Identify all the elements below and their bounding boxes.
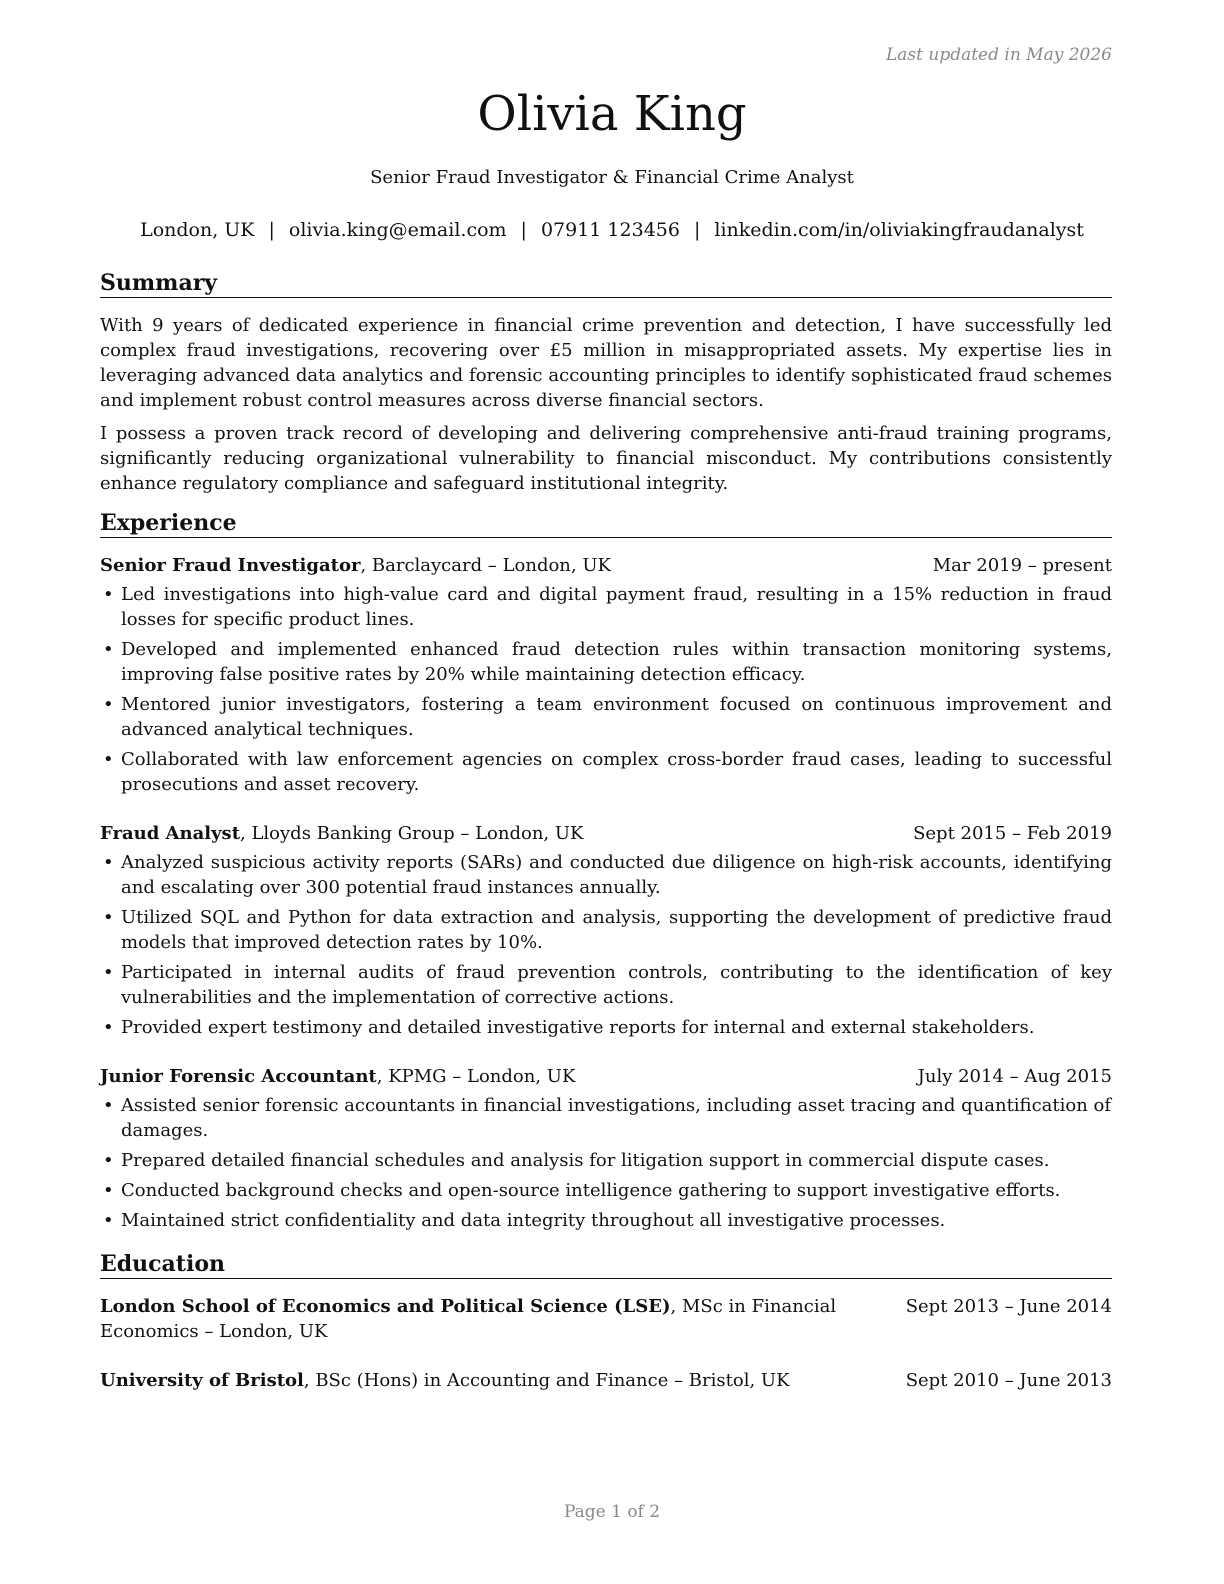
list-item: • Maintained strict confidentiality and data integrity throughout all investigative processes. — [100, 1208, 1112, 1233]
list-item: • Prepared detailed financial schedules and analysis for litigation support in commercial dispute cases. — [100, 1148, 1112, 1173]
summary-paragraph: With 9 years of dedicated experience in financial crime prevention and detection, I have successfully led complex fraud investigations, recovering over £5 million in misappropriated assets. My expertise lies in leveraging advanced data analytics and forensic accounting principles to identify sophisticated fraud schemes and implement robust control measures across diverse financial sectors. — [100, 315, 1112, 411]
job-dates: Sept 2015 – Feb 2019 — [913, 823, 1112, 844]
contact-separator: | — [693, 219, 701, 241]
last-updated-note: Last updated in May 2026 — [885, 45, 1112, 65]
section-heading-experience: Experience — [100, 510, 1112, 538]
job-bullets — [100, 850, 1112, 1040]
education-detail: , MSc in Financial Economics – London, UK — [100, 1296, 837, 1342]
list-item: • Collaborated with law enforcement agencies on complex cross-border fraud cases, leading to successful prosecutions and asset recovery. — [100, 747, 1112, 797]
candidate-name: Olivia King — [477, 86, 747, 142]
job-role: Fraud Analyst — [100, 823, 241, 844]
list-item: • Conducted background checks and open-source intelligence gathering to support investigative efforts. — [100, 1178, 1112, 1203]
education-entry — [100, 1368, 1112, 1393]
job-organization: , KPMG – London, UK — [376, 1066, 576, 1087]
experience-section — [100, 510, 1112, 1233]
list-item: • Analyzed suspicious activity reports (SARs) and conducted due diligence on high-risk accounts, identifying and escalating over 300 potential fraud instances annually. — [100, 850, 1112, 900]
job-entry — [100, 821, 1112, 1040]
resume-content — [100, 270, 1112, 1417]
job-organization: , Barclaycard – London, UK — [360, 555, 611, 576]
job-role: Junior Forensic Accountant — [100, 1066, 377, 1087]
list-item: • Led investigations into high-value card and digital payment fraud, resulting in a 15% reduction in fraud losses for specific product lines. — [100, 582, 1112, 632]
education-detail: , BSc (Hons) in Accounting and Finance – Bristol, UK — [303, 1370, 790, 1391]
job-bullets — [100, 1093, 1112, 1233]
summary-paragraph: I possess a proven track record of developing and delivering comprehensive anti-fraud training programs, significantly reducing organizational vulnerability to financial misconduct. My contributions consistently enhance regulatory compliance and safeguard institutional integrity. — [100, 423, 1112, 494]
job-organization: , Lloyds Banking Group – London, UK — [240, 823, 584, 844]
list-item: • Assisted senior forensic accountants in financial investigations, including asset tracing and quantification of damages. — [100, 1093, 1112, 1143]
list-item: • Mentored junior investigators, fostering a team environment focused on continuous improvement and advanced analytical techniques. — [100, 692, 1112, 742]
education-dates: Sept 2010 – June 2013 — [905, 1370, 1112, 1391]
education-dates: Sept 2013 – June 2014 — [905, 1296, 1112, 1317]
contact-location: London, UK — [140, 219, 255, 241]
education-school: London School of Economics and Political Science (LSE) — [100, 1296, 671, 1317]
list-item: • Provided expert testimony and detailed investigative reports for internal and external stakeholders. — [100, 1015, 1112, 1040]
education-section — [100, 1251, 1112, 1393]
contact-linkedin[interactable]: linkedin.com/in/oliviakingfraudanalyst — [714, 219, 1084, 241]
job-dates: July 2014 – Aug 2015 — [917, 1066, 1112, 1087]
contact-separator: | — [520, 219, 527, 241]
job-role: Senior Fraud Investigator — [100, 555, 361, 576]
list-item: • Participated in internal audits of fraud prevention controls, contributing to the identification of key vulnerabilities and the implementation of corrective actions. — [100, 960, 1112, 1010]
job-header — [100, 553, 1112, 578]
job-bullets — [100, 582, 1112, 797]
education-entry — [100, 1294, 1112, 1344]
contact-separator: | — [268, 219, 275, 241]
page-number: Page 1 of 2 — [563, 1502, 661, 1522]
job-header — [100, 821, 1112, 846]
job-entry — [100, 1064, 1112, 1233]
contact-phone: 07911 123456 — [540, 219, 680, 241]
education-school: University of Bristol — [100, 1370, 304, 1391]
job-header — [100, 1064, 1112, 1089]
summary-section — [100, 270, 1112, 496]
contact-line — [0, 219, 1224, 241]
section-heading-education: Education — [100, 1251, 1112, 1279]
candidate-title: Senior Fraud Investigator & Financial Crime Analyst — [370, 167, 854, 188]
job-dates: Mar 2019 – present — [932, 555, 1112, 576]
list-item: • Developed and implemented enhanced fraud detection rules within transaction monitoring systems, improving false positive rates by 20% while maintaining detection efficacy. — [100, 637, 1112, 687]
job-entry — [100, 553, 1112, 797]
section-heading-summary: Summary — [100, 270, 1112, 298]
list-item: • Utilized SQL and Python for data extraction and analysis, supporting the development of predictive fraud models that improved detection rates by 10%. — [100, 905, 1112, 955]
contact-email[interactable]: olivia.king@email.com — [288, 219, 507, 241]
